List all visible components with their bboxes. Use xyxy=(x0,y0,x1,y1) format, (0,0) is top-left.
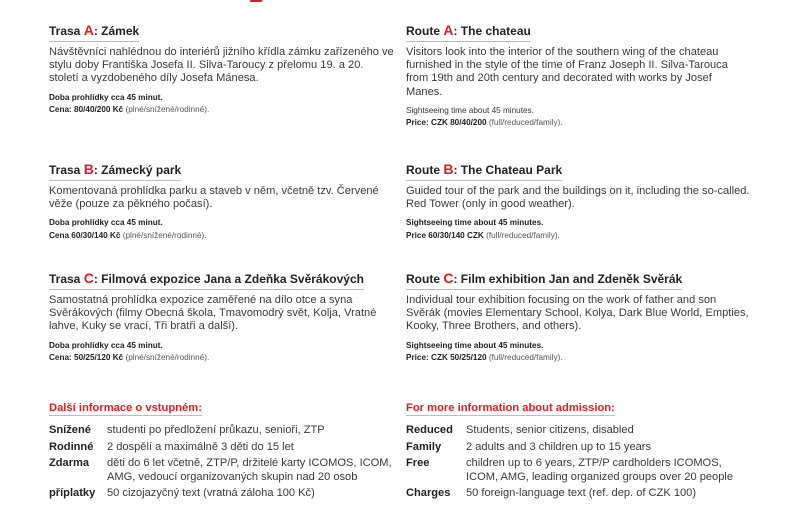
route-meta: Doba prohlídky cca 45 minut. Cena: 50/25/120 Kč (plné/snížené/rodinné). xyxy=(49,340,210,363)
route-title: Trasa A: Zámek xyxy=(49,23,139,42)
route-a-en xyxy=(406,22,751,130)
admission-row: Family 2 adults and 3 children up to 15 years xyxy=(406,440,652,453)
route-a-cz xyxy=(49,22,394,117)
admission-row: Snížené studenti po předložení průkazu, senioři, ZTP xyxy=(49,424,325,436)
admission-row: Charges 50 foreign-language text (ref. dep. of CZK 100) xyxy=(406,487,697,500)
route-b-cz xyxy=(49,161,394,242)
admission-title: Další informace o vstupném: xyxy=(49,402,202,414)
route-title: Route C: Film exhibition Jan and Zdeněk Svěrák xyxy=(406,271,682,290)
route-meta: Sightseeing time about 45 minutes. Price: CZK 50/25/120 (full/reduced/family). xyxy=(406,340,563,363)
admission-list xyxy=(49,424,394,504)
route-title: Route A: The chateau xyxy=(406,23,531,42)
admission-row: Reduced Students, senior citizens, disabled xyxy=(406,424,634,436)
admission-title: For more information about admission: xyxy=(406,402,615,414)
route-title: Trasa C: Filmová expozice Jana a Zdeňka Svěrákových xyxy=(49,271,364,290)
admission-list xyxy=(406,424,751,504)
route-description: Komentovaná prohlídka parku a staveb v něm, včetně tzv. Červené věže (pouze za pěkného počasí). xyxy=(49,185,379,211)
route-description: Samostatná prohlídka expozice zaměřené na dílo otce a syna Svěrákových (filmy Obecná škola, Tmavomodrý svět, Kolja, Vratné lahve, Kuky se vrací, Tři bratři a další). xyxy=(49,294,377,333)
route-description: Guided tour of the park and the buildings on it, including the so-called. Red Tower (only in good weather). xyxy=(406,185,750,211)
route-meta: Sightseeing time about 45 minutes. Price 60/30/140 CZK (full/reduced/family). xyxy=(406,218,560,240)
route-description: Visitors look into the interior of the southern wing of the chateau furnished in the style of the time of Franz Joseph II. Silva-Tarouca from 19th and 20th century and decorated with works by Josef Manes. xyxy=(406,46,728,98)
route-meta: Sightseeing time about 45 minutes. Price: CZK 80/40/200 (full/reduced/family). xyxy=(406,105,563,128)
route-c-en xyxy=(406,270,751,365)
route-title: Trasa B: Zámecký park xyxy=(49,162,181,181)
route-title: Route B: The Chateau Park xyxy=(406,162,562,181)
admission-row: Free children up to 6 years, ZTP/P cardholders ICOMOS, ICOM, AMG, leading organized groups over 20 people xyxy=(406,457,734,483)
route-b-en xyxy=(406,161,751,242)
route-description: Individual tour exhibition focusing on the work of father and son Svěrák (movies Elementary School, Kolya, Dark Blue World, Empties, Kooky, Three Brothers, and others). xyxy=(406,294,749,333)
top-accent-mark xyxy=(250,0,266,4)
route-meta: Doba prohlídky cca 45 minut. Cena: 80/40/200 Kč (plné/snížené/rodinné). xyxy=(49,92,210,115)
admission-row: Zdarma děti do 6 let včetně, ZTP/P, držitelé karty ICOMOS, ICOM, AMG, vedoucí organizovaných skupin nad 20 osob xyxy=(49,457,392,483)
admission-row: příplatky 50 cizojazyčný text (vratná záloha 100 Kč) xyxy=(49,487,315,500)
route-description: Návštěvníci nahlédnou do interiérů jižního křídla zámku zařízeného ve stylu doby Františka Josefa II. Silva-Taroucy z přelomu 19. a 20. století a vyzdobeného díly Josefa Mánesa. xyxy=(49,46,394,85)
route-c-cz xyxy=(49,270,394,365)
route-meta: Doba prohlídky cca 45 minut. Cena 60/30/140 Kč (plné/snížené/rodinné). xyxy=(49,218,207,240)
admission-row: Rodinné 2 dospělí a maximálně 3 děti do 15 let xyxy=(49,440,294,453)
